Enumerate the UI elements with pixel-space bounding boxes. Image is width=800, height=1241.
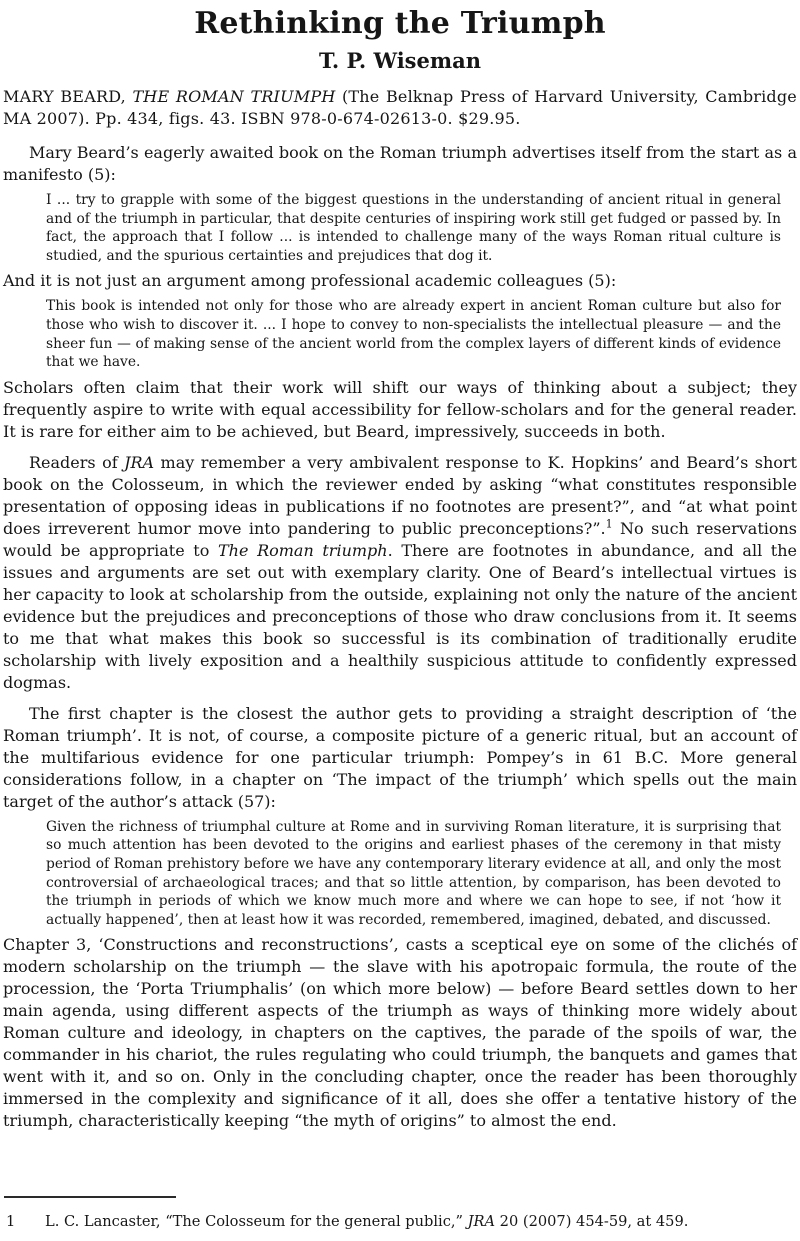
paragraph-first-chapter: The first chapter is the closest the author gets to providing a straight description of ‘the Roman triumph’. It is not, of course, a composite picture of a generic ritual, but an account of the multifarious evidence for one particular triumph: Pompey’s in 61 B.C. More general considerations follow, in a chapter on ‘The impact of the triumph’ which spells out the main target of the author’s attack (57): <box>3 703 797 811</box>
footnote-separator-rule <box>4 1196 176 1198</box>
paragraph-chapter3: Chapter 3, ‘Constructions and reconstructions’, casts a sceptical eye on some of the clichés of modern scholarship on the triumph — the slave with his apotropaic formula, the route of the procession, the ‘Porta Triumphalis’ (on which more below) — before Beard settles down to her main agenda, using different aspects of the triumph as ways of thinking more widely about Roman culture and ideology, in chapters on the captives, the parade of the spoils of war, the commander in his chariot, the rules regulating who could triumph, the banquets and games that went with it, and so on. Only in the concluding chapter, once the reader has been thoroughly immersed in the complexity and significance of it all, does she offer a tentative history of the triumph, characteristically keeping “the myth of origins” to almost the end. <box>3 935 797 1131</box>
footnote-number: 1 <box>6 1213 16 1230</box>
footnote-section <box>3 1196 797 1233</box>
footnote-citation-run-1: L. C. Lancaster, “The Colosseum for the general public,” <box>45 1213 468 1230</box>
readers-run-2: may remember a very ambivalent response to K. Hopkins’ and Beard’s short book on the Colosseum, in which the reviewer ended by asking “what constitutes responsible presentation of opposing ideas in publications if no footnotes are present?”, and “at what point does irreverent humor move into pandering to public preconceptions?”. <box>3 452 797 538</box>
paragraph-colleagues: And it is not just an argument among professional academic colleagues (5): <box>3 271 617 291</box>
author-name: T. P. Wiseman <box>319 48 481 73</box>
blockquote-richness: Given the richness of triumphal culture at Rome and in surviving Roman literature, it is surprising that so much attention has been devoted to the origins and earliest phases of the ceremony in that misty period of Roman prehistory before we have any contemporary literary evidence at all, and only the most controversial of archaeological traces; and that so little attention, by comparison, has been devoted to the triumph in periods of which we know much more and where we can hope to see, if not ‘how it actually happened’, then at least how it was recorded, remembered, imagined, debated, and discussed. <box>46 818 781 928</box>
citation-publisher-isbn: (The Belknap Press of Harvard University, Cambridge MA 2007). Pp. 434, figs. 43. ISBN 978-0-674-02613-0. $29.95. <box>3 87 797 128</box>
blockquote-manifesto: I ... try to grapple with some of the biggest questions in the understanding of ancient ritual in general and of the triumph in particular, that despite centuries of inspiring work still get fudged or passed by. In fact, the approach that I follow ... is intended to challenge many of the ways Roman ritual culture is studied, and the spurious certainties and prejudices that dog it. <box>46 192 781 264</box>
readers-run-3: No such reservations would be appropriate to <box>3 518 798 560</box>
jra-journal-title: JRA <box>124 452 155 472</box>
roman-triumph-book-title: The Roman triumph <box>218 540 388 560</box>
footnote-citation-run-2: 20 (2007) 454-59, at 459. <box>495 1213 689 1230</box>
blockquote-audience: This book is intended not only for those who are already expert in ancient Roman culture but also for those who wish to discover it. ... I hope to convey to non-specialists the intellectual pleasure — and the sheer fun — of making sense of the ancient world from the complex layers of different kinds of evidence that we have. <box>46 298 781 371</box>
paragraph-scholars: Scholars often claim that their work will shift our ways of thinking about a subject; they frequently aspire to write with equal accessibility for fellow-scholars and for the general reader. It is rare for either aim to be achieved, but Beard, impressively, succeeds in both. <box>3 377 797 441</box>
paragraph-readers <box>3 452 797 694</box>
footnote-reference-1: 1 <box>605 517 613 531</box>
citation-book-title: THE ROMAN TRIUMPH <box>132 87 336 106</box>
footnote-jra-title: JRA <box>467 1213 496 1230</box>
page-title: Rethinking the Triumph <box>194 6 606 41</box>
readers-run-4: . There are footnotes in abundance, and all the issues and arguments are set out with exemplary clarity. One of Beard’s intellectual virtues is her capacity to look at scholarship from the outside, explaining not only the nature of the ancient evidence but the prejudices and preconceptions of those who draw conclusions from it. It seems to me that what makes this book so successful is its combination of traditionally erudite scholarship with lively exposition and a healthily suspicious attitude to confidently expressed dogmas. <box>3 540 798 692</box>
citation-reviewed-author: MARY BEARD, <box>3 87 133 106</box>
readers-run-1: Readers of <box>29 452 125 472</box>
footnote-text <box>45 1212 797 1231</box>
paragraph-intro: Mary Beard’s eagerly awaited book on the Roman triumph advertises itself from the start as a manifesto (5): <box>3 143 797 184</box>
book-citation <box>3 86 797 130</box>
footnote-1 <box>3 1212 797 1231</box>
